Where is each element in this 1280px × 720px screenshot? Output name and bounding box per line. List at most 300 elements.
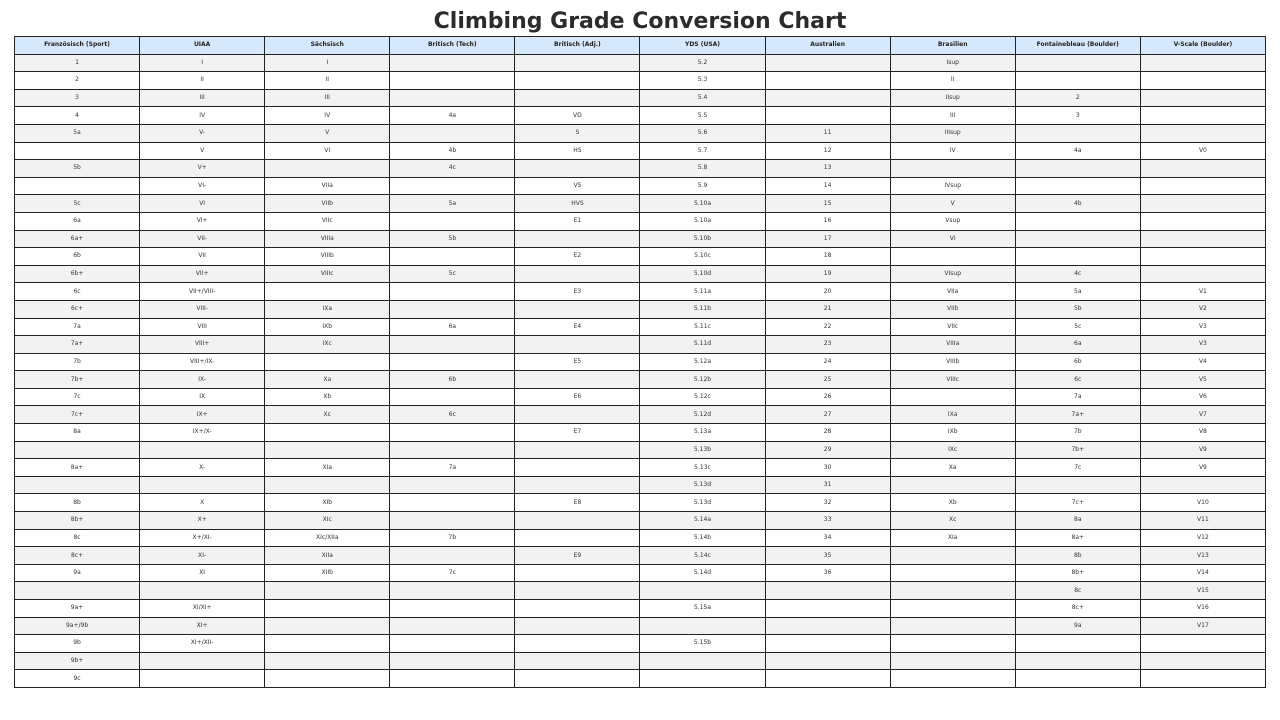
table-cell: XIIb: [265, 564, 390, 582]
table-cell: [1015, 212, 1140, 230]
table-cell: IXb: [265, 318, 390, 336]
table-cell: [15, 476, 140, 494]
table-row: [15, 72, 1266, 90]
table-cell: 19: [765, 265, 890, 283]
table-cell: 4a: [390, 107, 515, 125]
table-cell: 5.13c: [640, 459, 765, 477]
table-cell: E2: [515, 248, 640, 266]
table-cell: 5.12d: [640, 406, 765, 424]
table-cell: V9: [1140, 441, 1265, 459]
table-cell: V3: [1140, 336, 1265, 354]
table-cell: 25: [765, 371, 890, 389]
table-row: [15, 547, 1266, 565]
table-header: [15, 37, 1266, 55]
table-row: [15, 388, 1266, 406]
table-cell: E3: [515, 283, 640, 301]
table-cell: [390, 54, 515, 72]
table-cell: 13: [765, 160, 890, 178]
table-cell: 15: [765, 195, 890, 213]
table-cell: 5.11d: [640, 336, 765, 354]
table-cell: VIIb: [265, 195, 390, 213]
table-cell: VD: [515, 107, 640, 125]
table-cell: V11: [1140, 512, 1265, 530]
table-cell: IV: [265, 107, 390, 125]
table-cell: V8: [1140, 424, 1265, 442]
table-row: [15, 177, 1266, 195]
table-cell: 8c+: [1015, 600, 1140, 618]
table-cell: 6c: [15, 283, 140, 301]
table-row: [15, 160, 1266, 178]
table-row: [15, 635, 1266, 653]
table-cell: E7: [515, 424, 640, 442]
table-cell: 5.13d: [640, 494, 765, 512]
table-cell: 8a: [1015, 512, 1140, 530]
table-cell: 5.14d: [640, 564, 765, 582]
table-cell: [15, 582, 140, 600]
table-cell: [265, 160, 390, 178]
table-cell: VIIa: [265, 177, 390, 195]
table-cell: 6a: [390, 318, 515, 336]
table-cell: 6a+: [15, 230, 140, 248]
table-row: [15, 318, 1266, 336]
table-cell: [390, 300, 515, 318]
table-cell: IXa: [265, 300, 390, 318]
table-cell: [390, 582, 515, 600]
table-cell: [515, 230, 640, 248]
table-cell: 5.4: [640, 89, 765, 107]
table-cell: IV: [140, 107, 265, 125]
table-cell: XIc: [265, 512, 390, 530]
table-cell: V1: [1140, 283, 1265, 301]
table-cell: V5: [1140, 371, 1265, 389]
table-cell: 5.10d: [640, 265, 765, 283]
table-cell: [1015, 476, 1140, 494]
table-cell: [390, 476, 515, 494]
table-row: [15, 529, 1266, 547]
table-cell: [765, 107, 890, 125]
table-cell: 6b: [15, 248, 140, 266]
table-cell: [765, 652, 890, 670]
table-cell: 9b: [15, 635, 140, 653]
table-cell: 31: [765, 476, 890, 494]
table-cell: V4: [1140, 353, 1265, 371]
table-cell: 5.14c: [640, 547, 765, 565]
table-cell: [390, 494, 515, 512]
table-cell: VIII: [140, 318, 265, 336]
table-cell: S: [515, 124, 640, 142]
table-cell: [1015, 230, 1140, 248]
table-cell: 29: [765, 441, 890, 459]
table-cell: V13: [1140, 547, 1265, 565]
table-cell: [265, 617, 390, 635]
table-cell: IX: [140, 388, 265, 406]
table-cell: [515, 652, 640, 670]
table-cell: 8a+: [15, 459, 140, 477]
table-cell: 21: [765, 300, 890, 318]
table-cell: IX-: [140, 371, 265, 389]
table-cell: 8b: [1015, 547, 1140, 565]
table-cell: 5.7: [640, 142, 765, 160]
table-cell: 30: [765, 459, 890, 477]
table-cell: VS: [515, 177, 640, 195]
table-cell: VI+: [140, 212, 265, 230]
table-cell: Vsup: [890, 212, 1015, 230]
table-cell: VIIIa: [890, 336, 1015, 354]
table-cell: [640, 617, 765, 635]
table-cell: [640, 670, 765, 688]
table-cell: XI-: [140, 547, 265, 565]
table-cell: [1140, 265, 1265, 283]
table-cell: X+/XI-: [140, 529, 265, 547]
table-cell: 5.11c: [640, 318, 765, 336]
table-cell: VI: [265, 142, 390, 160]
table-cell: XI/XI+: [140, 600, 265, 618]
table-cell: [515, 89, 640, 107]
table-cell: X: [140, 494, 265, 512]
table-cell: 5.15a: [640, 600, 765, 618]
table-cell: V2: [1140, 300, 1265, 318]
table-cell: 18: [765, 248, 890, 266]
table-cell: 16: [765, 212, 890, 230]
table-cell: 4b: [1015, 195, 1140, 213]
table-cell: V+: [140, 160, 265, 178]
table-cell: HVS: [515, 195, 640, 213]
table-cell: [1015, 72, 1140, 90]
table-cell: XIa: [265, 459, 390, 477]
table-cell: [1015, 248, 1140, 266]
table-cell: XI+: [140, 617, 265, 635]
table-cell: 35: [765, 547, 890, 565]
table-cell: XIb: [265, 494, 390, 512]
table-cell: IV: [890, 142, 1015, 160]
table-cell: [1140, 124, 1265, 142]
table-cell: [890, 388, 1015, 406]
table-cell: V: [890, 195, 1015, 213]
table-cell: [765, 89, 890, 107]
table-cell: [390, 72, 515, 90]
table-cell: 7c+: [15, 406, 140, 424]
table-cell: Xc: [265, 406, 390, 424]
table-row: [15, 353, 1266, 371]
table-cell: [515, 459, 640, 477]
table-cell: V6: [1140, 388, 1265, 406]
table-cell: 9a+: [15, 600, 140, 618]
table-cell: [390, 124, 515, 142]
table-cell: [1015, 670, 1140, 688]
table-cell: [15, 142, 140, 160]
table-cell: Isup: [890, 54, 1015, 72]
table-cell: [1140, 160, 1265, 178]
table-row: [15, 670, 1266, 688]
table-cell: 6a: [15, 212, 140, 230]
table-cell: [265, 670, 390, 688]
column-header: UIAA: [140, 37, 265, 55]
table-cell: V17: [1140, 617, 1265, 635]
table-row: [15, 582, 1266, 600]
table-cell: [515, 564, 640, 582]
table-cell: IXc: [890, 441, 1015, 459]
table-cell: [390, 512, 515, 530]
table-cell: 4c: [390, 160, 515, 178]
table-cell: [140, 441, 265, 459]
table-row: [15, 371, 1266, 389]
table-cell: 7a: [390, 459, 515, 477]
table-cell: Xb: [890, 494, 1015, 512]
table-cell: 4b: [390, 142, 515, 160]
table-cell: III: [140, 89, 265, 107]
table-cell: I: [140, 54, 265, 72]
table-cell: [390, 547, 515, 565]
table-cell: V16: [1140, 600, 1265, 618]
table-row: [15, 424, 1266, 442]
table-cell: [890, 547, 1015, 565]
table-cell: [765, 600, 890, 618]
table-cell: 32: [765, 494, 890, 512]
table-cell: 36: [765, 564, 890, 582]
column-header: Französisch (Sport): [15, 37, 140, 55]
table-cell: [515, 582, 640, 600]
table-cell: [265, 476, 390, 494]
table-cell: [765, 635, 890, 653]
table-cell: 7c: [15, 388, 140, 406]
table-cell: [265, 424, 390, 442]
table-row: [15, 459, 1266, 477]
table-cell: Xb: [265, 388, 390, 406]
table-cell: [1140, 670, 1265, 688]
table-cell: E4: [515, 318, 640, 336]
table-cell: XI: [140, 564, 265, 582]
table-cell: [1015, 177, 1140, 195]
table-cell: V10: [1140, 494, 1265, 512]
table-cell: I: [265, 54, 390, 72]
table-cell: 5.5: [640, 107, 765, 125]
table-cell: [1140, 652, 1265, 670]
table-cell: 5.15b: [640, 635, 765, 653]
table-cell: [390, 670, 515, 688]
table-cell: 5.3: [640, 72, 765, 90]
table-cell: [1015, 160, 1140, 178]
table-cell: [515, 265, 640, 283]
table-cell: II: [890, 72, 1015, 90]
table-cell: [765, 54, 890, 72]
table-cell: [515, 406, 640, 424]
table-row: [15, 652, 1266, 670]
table-row: [15, 512, 1266, 530]
table-cell: V9: [1140, 459, 1265, 477]
table-cell: E6: [515, 388, 640, 406]
table-cell: [515, 72, 640, 90]
table-cell: IX+/X-: [140, 424, 265, 442]
header-row: [15, 37, 1266, 55]
table-cell: [390, 652, 515, 670]
table-cell: VII+: [140, 265, 265, 283]
table-cell: [890, 617, 1015, 635]
table-cell: [390, 600, 515, 618]
column-header: Britisch (Tech): [390, 37, 515, 55]
table-row: [15, 441, 1266, 459]
table-cell: III: [890, 107, 1015, 125]
table-cell: [515, 371, 640, 389]
table-cell: 5c: [15, 195, 140, 213]
table-cell: [765, 617, 890, 635]
column-header: YDS (USA): [640, 37, 765, 55]
table-cell: 5a: [15, 124, 140, 142]
table-cell: 7b: [15, 353, 140, 371]
table-cell: E5: [515, 353, 640, 371]
table-cell: 2: [15, 72, 140, 90]
table-cell: V12: [1140, 529, 1265, 547]
table-cell: 9a: [1015, 617, 1140, 635]
table-cell: 5.12c: [640, 388, 765, 406]
table-cell: VIII+: [140, 336, 265, 354]
table-cell: 6c: [1015, 371, 1140, 389]
table-row: [15, 124, 1266, 142]
table-cell: II: [265, 72, 390, 90]
table-cell: IVsup: [890, 177, 1015, 195]
table-cell: [15, 441, 140, 459]
table-cell: [140, 476, 265, 494]
table-cell: [515, 529, 640, 547]
table-cell: V-: [140, 124, 265, 142]
table-cell: VIIa: [890, 283, 1015, 301]
table-cell: [1015, 124, 1140, 142]
table-cell: [390, 388, 515, 406]
table-cell: 27: [765, 406, 890, 424]
table-cell: IIIsup: [890, 124, 1015, 142]
table-cell: [390, 89, 515, 107]
table-cell: III: [265, 89, 390, 107]
table-cell: 7b+: [15, 371, 140, 389]
table-row: [15, 265, 1266, 283]
table-cell: [1015, 635, 1140, 653]
column-header: Brasilien: [890, 37, 1015, 55]
table-cell: [515, 476, 640, 494]
table-row: [15, 248, 1266, 266]
table-cell: VIII+/IX-: [140, 353, 265, 371]
table-cell: [1140, 107, 1265, 125]
grade-conversion-table: [14, 36, 1266, 688]
table-cell: [140, 670, 265, 688]
table-body: [15, 54, 1266, 687]
table-cell: [390, 424, 515, 442]
table-cell: 5.2: [640, 54, 765, 72]
table-cell: 5b: [390, 230, 515, 248]
table-cell: [765, 670, 890, 688]
table-cell: [265, 441, 390, 459]
table-cell: 5c: [390, 265, 515, 283]
table-cell: [515, 617, 640, 635]
table-cell: [640, 652, 765, 670]
table-cell: [890, 476, 1015, 494]
table-cell: E1: [515, 212, 640, 230]
table-cell: 20: [765, 283, 890, 301]
table-cell: 8a: [15, 424, 140, 442]
table-row: [15, 195, 1266, 213]
table-row: [15, 54, 1266, 72]
table-cell: 8b+: [1015, 564, 1140, 582]
column-header: Fontainebleau (Boulder): [1015, 37, 1140, 55]
table-cell: [15, 177, 140, 195]
table-cell: [890, 582, 1015, 600]
table-cell: [390, 635, 515, 653]
table-cell: 5.12a: [640, 353, 765, 371]
table-cell: VIIIb: [265, 248, 390, 266]
table-cell: V3: [1140, 318, 1265, 336]
table-cell: 5.9: [640, 177, 765, 195]
table-cell: XIa: [890, 529, 1015, 547]
table-cell: [890, 160, 1015, 178]
table-cell: IXa: [890, 406, 1015, 424]
table-cell: X+: [140, 512, 265, 530]
table-cell: 8c: [15, 529, 140, 547]
table-cell: V: [265, 124, 390, 142]
table-row: [15, 89, 1266, 107]
table-cell: 8b: [15, 494, 140, 512]
table-cell: 7a: [15, 318, 140, 336]
table-cell: VIsup: [890, 265, 1015, 283]
table-cell: [1140, 195, 1265, 213]
table-cell: HS: [515, 142, 640, 160]
table-cell: [1140, 212, 1265, 230]
table-cell: 7a+: [15, 336, 140, 354]
column-header: Australien: [765, 37, 890, 55]
table-cell: Xc: [890, 512, 1015, 530]
table-cell: 33: [765, 512, 890, 530]
table-row: [15, 142, 1266, 160]
table-cell: [1140, 89, 1265, 107]
table-cell: VI: [140, 195, 265, 213]
table-cell: 9b+: [15, 652, 140, 670]
table-row: [15, 300, 1266, 318]
table-cell: 3: [1015, 107, 1140, 125]
table-cell: V: [140, 142, 265, 160]
table-cell: [1140, 177, 1265, 195]
table-cell: IX+: [140, 406, 265, 424]
table-cell: 6c+: [15, 300, 140, 318]
table-cell: 9a: [15, 564, 140, 582]
table-cell: 12: [765, 142, 890, 160]
column-header: V-Scale (Boulder): [1140, 37, 1265, 55]
table-cell: [515, 336, 640, 354]
table-cell: [140, 652, 265, 670]
table-cell: 6b+: [15, 265, 140, 283]
table-cell: 5.12b: [640, 371, 765, 389]
table-cell: 5.10a: [640, 195, 765, 213]
table-cell: [390, 283, 515, 301]
table-cell: IXb: [890, 424, 1015, 442]
table-cell: 5.14a: [640, 512, 765, 530]
table-cell: 5c: [1015, 318, 1140, 336]
table-cell: VIIIc: [265, 265, 390, 283]
table-cell: 7c: [1015, 459, 1140, 477]
table-cell: [1015, 652, 1140, 670]
table-cell: 5.6: [640, 124, 765, 142]
table-cell: 24: [765, 353, 890, 371]
table-cell: [390, 353, 515, 371]
table-cell: X-: [140, 459, 265, 477]
table-cell: 7c: [390, 564, 515, 582]
table-cell: 6b: [390, 371, 515, 389]
table-cell: [640, 582, 765, 600]
table-row: [15, 600, 1266, 618]
table-cell: V15: [1140, 582, 1265, 600]
table-cell: 8b+: [15, 512, 140, 530]
table-cell: 6c: [390, 406, 515, 424]
table-cell: [890, 670, 1015, 688]
table-cell: 4a: [1015, 142, 1140, 160]
table-cell: 5.14b: [640, 529, 765, 547]
table-cell: [390, 617, 515, 635]
